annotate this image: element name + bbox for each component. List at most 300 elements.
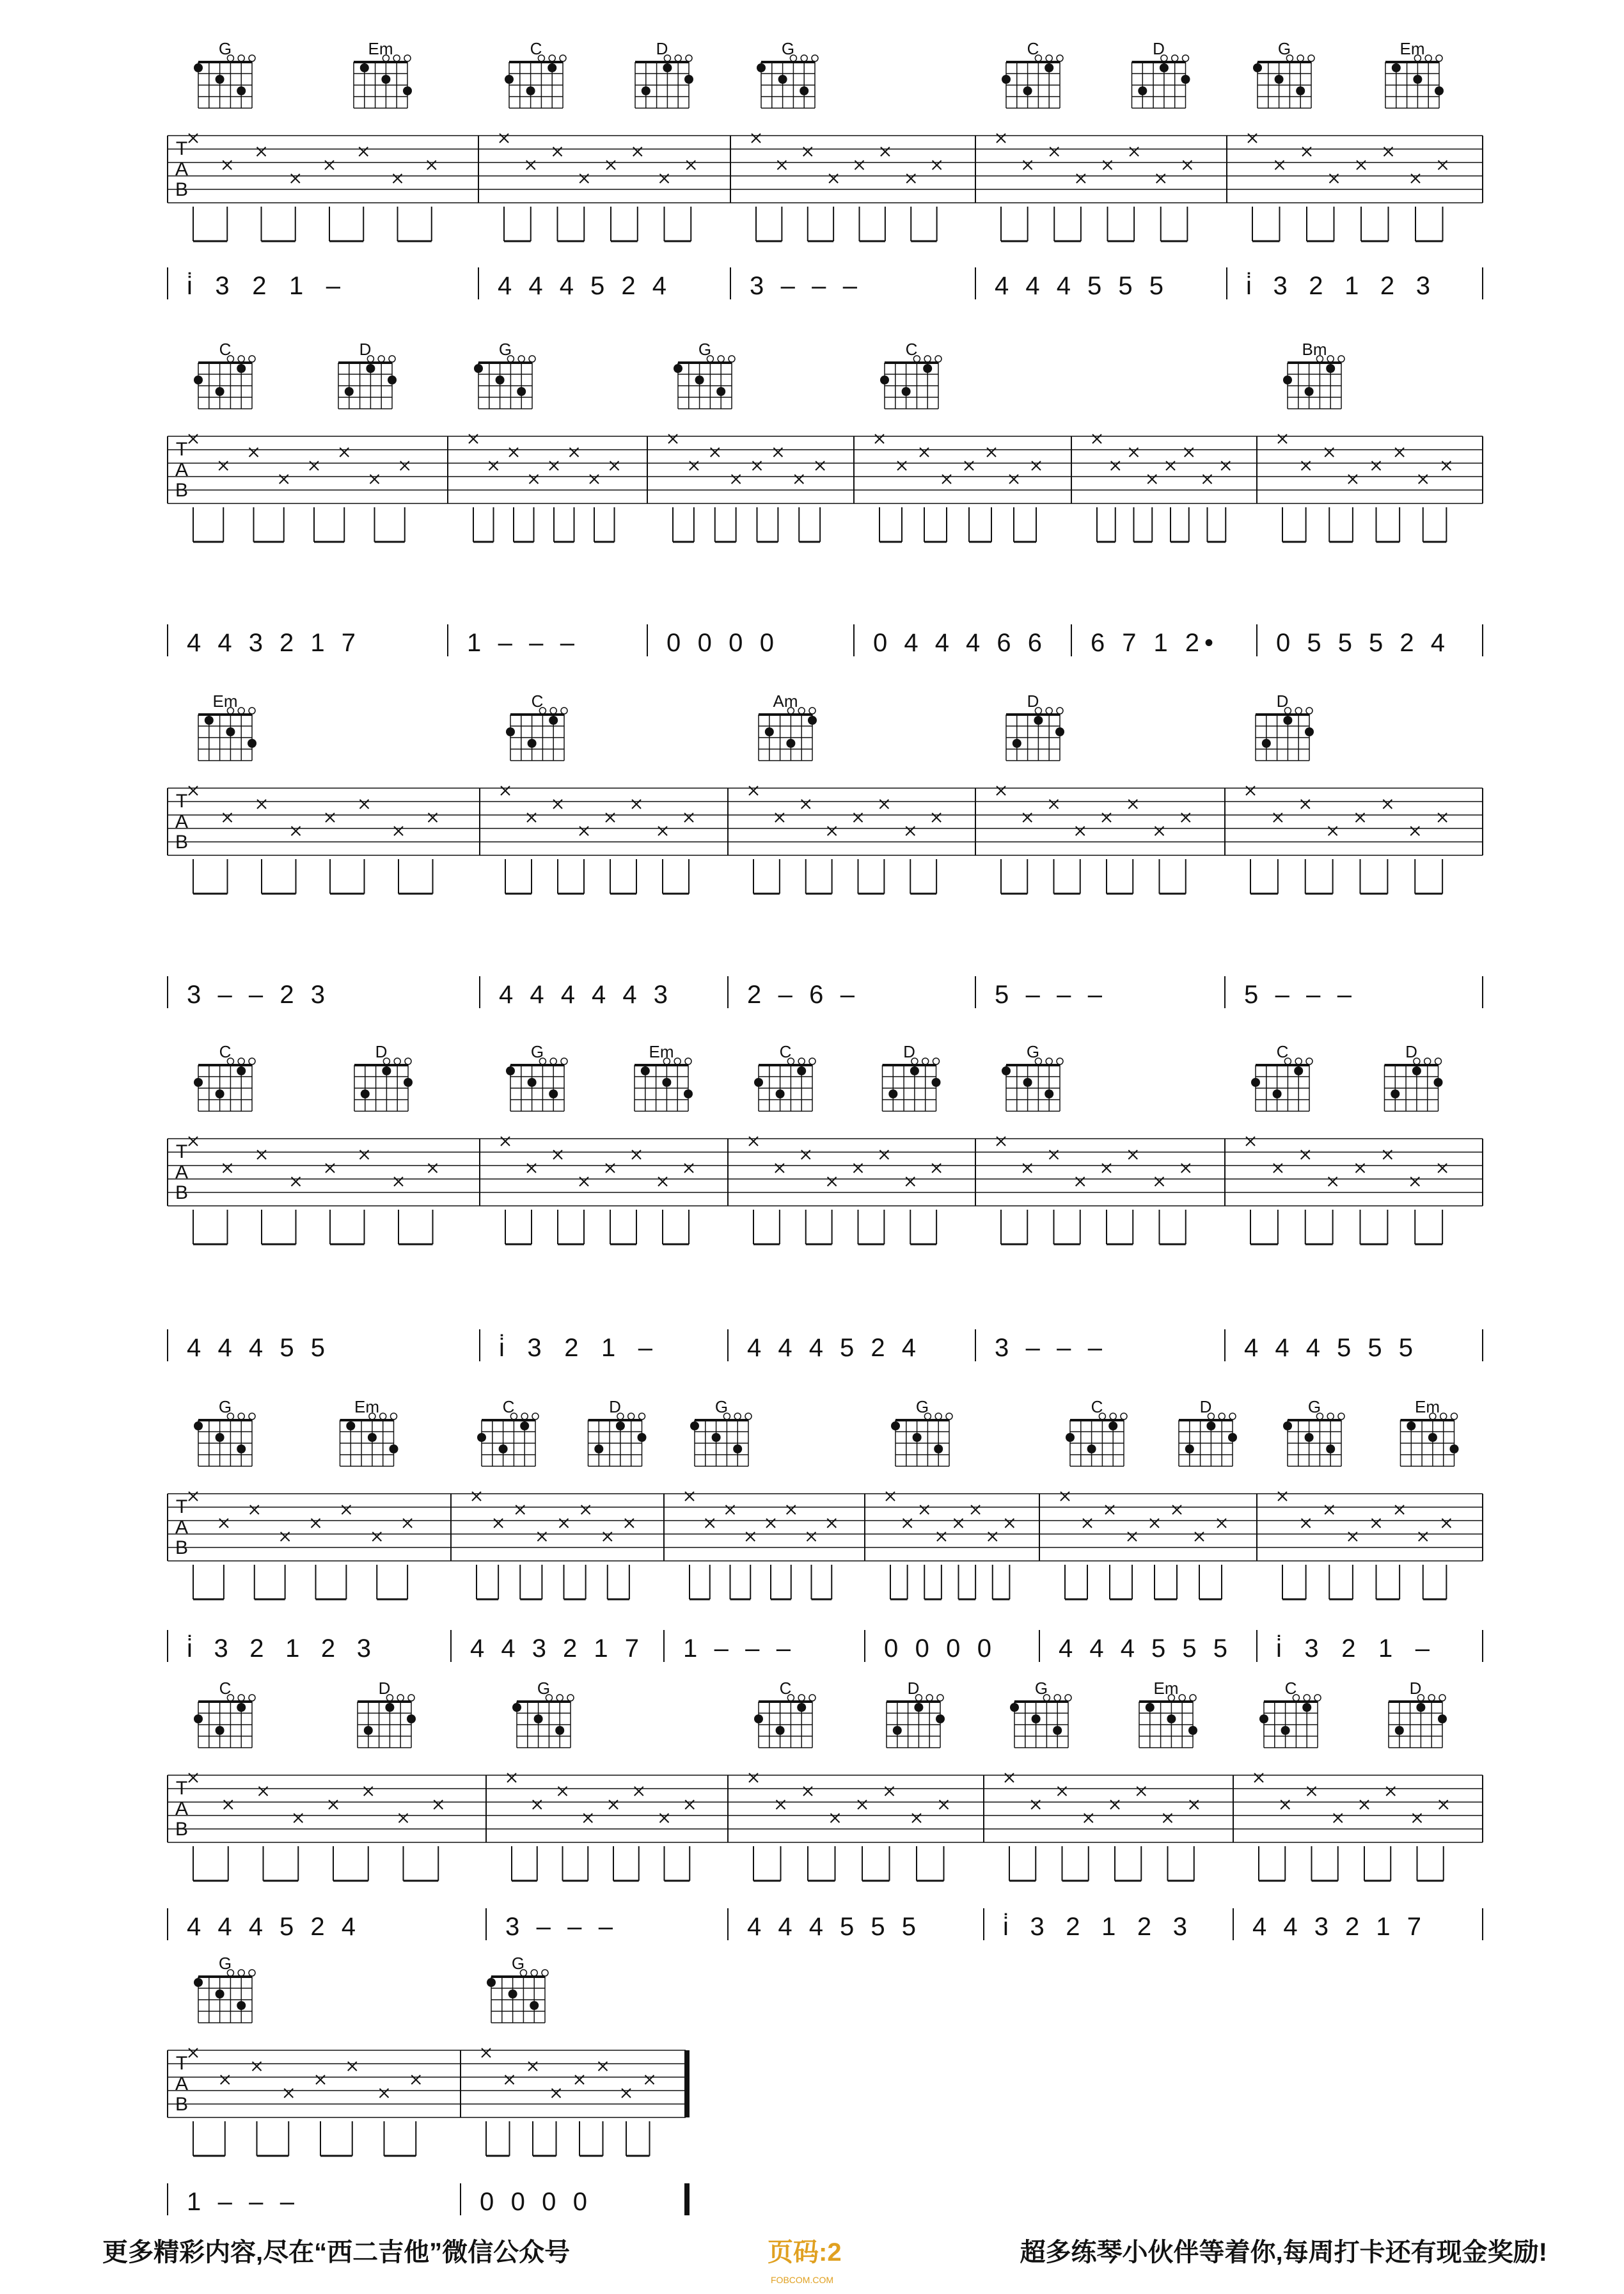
tab-note bbox=[1248, 134, 1280, 241]
chord-name: C bbox=[502, 1397, 515, 1416]
open-string-marker bbox=[1229, 1413, 1236, 1420]
tab-note bbox=[533, 1800, 542, 1809]
chord-name: G bbox=[781, 39, 795, 58]
system-7 bbox=[168, 2050, 690, 2216]
finger-dot bbox=[237, 1703, 246, 1712]
tab-note bbox=[1221, 461, 1230, 470]
tab-note bbox=[501, 786, 532, 894]
chord-diagram-c bbox=[506, 692, 567, 761]
finger-dot bbox=[1167, 1714, 1176, 1723]
tab-note bbox=[189, 134, 227, 241]
finger-dot bbox=[216, 1089, 225, 1098]
tab-note bbox=[903, 1519, 912, 1528]
finger-dot bbox=[1283, 716, 1292, 725]
open-string-marker bbox=[1314, 1695, 1321, 1701]
tab-note bbox=[920, 1505, 942, 1599]
numbered-notation: 6 7 1 2• bbox=[1091, 629, 1213, 657]
tab-letter: A bbox=[175, 1517, 189, 1538]
open-string-marker bbox=[1172, 55, 1178, 61]
tab-note bbox=[711, 448, 736, 542]
open-string-marker bbox=[521, 1413, 528, 1420]
tab-note bbox=[1395, 448, 1404, 457]
finger-dot bbox=[1206, 1421, 1215, 1430]
open-string-marker bbox=[397, 1695, 404, 1701]
chord-diagram-d bbox=[1389, 1679, 1447, 1748]
tab-note bbox=[1103, 161, 1135, 241]
finger-dot bbox=[194, 1078, 203, 1087]
tab-note bbox=[329, 1800, 368, 1881]
tab-note bbox=[434, 1800, 443, 1809]
open-string-marker bbox=[933, 1058, 940, 1064]
open-string-marker bbox=[1304, 1695, 1310, 1701]
finger-dot bbox=[1326, 1444, 1335, 1453]
finger-dot bbox=[808, 716, 817, 725]
tab-note bbox=[1076, 827, 1085, 835]
finger-dot bbox=[474, 364, 483, 373]
tab-note bbox=[879, 1150, 888, 1159]
tab-note bbox=[549, 461, 574, 542]
finger-dot bbox=[345, 387, 354, 396]
open-string-marker bbox=[1425, 55, 1431, 61]
finger-dot bbox=[778, 75, 787, 84]
finger-dot bbox=[517, 387, 526, 396]
finger-dot bbox=[712, 1433, 721, 1442]
tab-note bbox=[316, 2075, 352, 2156]
tab-note bbox=[749, 1137, 780, 1244]
finger-dot bbox=[1392, 63, 1401, 72]
tab-note bbox=[219, 1519, 228, 1528]
open-string-marker bbox=[1183, 55, 1189, 61]
numbered-notation: i̇ 3 2 1 2 3 bbox=[1246, 272, 1430, 300]
tab-note bbox=[1058, 1787, 1089, 1881]
tab-note bbox=[1083, 1519, 1092, 1528]
chord-name: C bbox=[531, 692, 544, 711]
tab-letter: A bbox=[175, 1162, 189, 1183]
tab-note bbox=[686, 161, 695, 170]
tab-note bbox=[257, 1150, 296, 1244]
chord-name: C bbox=[219, 1042, 232, 1061]
tab-note bbox=[1156, 174, 1188, 241]
finger-dot bbox=[797, 1066, 806, 1075]
finger-dot bbox=[616, 1421, 625, 1430]
tab-note bbox=[583, 1814, 592, 1823]
tab-note bbox=[599, 2062, 608, 2071]
finger-dot bbox=[880, 376, 889, 384]
tab-note bbox=[527, 813, 536, 822]
chord-name: Em bbox=[368, 39, 393, 58]
tab-note bbox=[885, 1787, 894, 1796]
tab-note bbox=[855, 161, 885, 241]
chord-diagram-em bbox=[1385, 39, 1444, 108]
chord-name: Bm bbox=[1302, 340, 1327, 359]
finger-dot bbox=[1305, 387, 1314, 396]
tab-note bbox=[581, 1505, 590, 1514]
tab-note bbox=[579, 174, 588, 183]
tab-letter: B bbox=[175, 2094, 189, 2115]
chord-name: G bbox=[218, 39, 232, 58]
tab-note bbox=[1372, 461, 1400, 542]
open-string-marker bbox=[1046, 708, 1052, 714]
tab-note bbox=[558, 1787, 588, 1881]
finger-dot bbox=[936, 1714, 945, 1723]
open-string-marker bbox=[798, 1695, 805, 1701]
finger-dot bbox=[1412, 1066, 1421, 1075]
chord-diagram-g bbox=[1253, 39, 1314, 108]
tab-note bbox=[1307, 1787, 1338, 1881]
numbered-notation: 4 4 4 5 5 5 bbox=[995, 272, 1163, 300]
finger-dot bbox=[1435, 86, 1444, 95]
finger-dot bbox=[237, 364, 246, 373]
tab-note bbox=[932, 1164, 941, 1173]
tab-note bbox=[1031, 1800, 1040, 1809]
chord-diagram-g bbox=[506, 1042, 567, 1111]
finger-dot bbox=[381, 75, 390, 84]
chord-diagram-am bbox=[759, 692, 817, 761]
finger-dot bbox=[194, 1714, 203, 1723]
open-string-marker bbox=[1121, 1413, 1127, 1420]
tab-note bbox=[988, 1532, 1010, 1599]
tab-note bbox=[997, 786, 1027, 894]
chord-name: D bbox=[609, 1397, 621, 1416]
finger-dot bbox=[1283, 1421, 1292, 1430]
tab-note bbox=[1246, 786, 1278, 894]
finger-dot bbox=[1391, 1089, 1399, 1098]
tab-note bbox=[787, 1505, 796, 1514]
finger-dot bbox=[1305, 1433, 1314, 1442]
open-string-marker bbox=[238, 708, 244, 714]
tab-note bbox=[965, 461, 991, 542]
numbered-notation: 4 4 4 5 5 5 bbox=[747, 1913, 916, 1941]
numbered-notation: 4 4 4 5 2 4 bbox=[498, 272, 666, 300]
tab-note bbox=[828, 1177, 837, 1186]
finger-dot bbox=[1010, 1703, 1019, 1712]
tab-note bbox=[1328, 827, 1337, 835]
finger-dot bbox=[1138, 86, 1147, 95]
tab-note bbox=[380, 2089, 416, 2156]
tab-note bbox=[579, 827, 588, 835]
footer-promo-left: 更多精彩内容,尽在“西二吉他”微信公众号 bbox=[102, 2238, 571, 2266]
tab-note bbox=[1110, 1800, 1141, 1881]
tab-note bbox=[1137, 1787, 1146, 1796]
open-string-marker bbox=[393, 55, 400, 61]
open-string-marker bbox=[686, 55, 692, 61]
tab-note bbox=[370, 475, 405, 542]
tab-note bbox=[886, 1492, 908, 1599]
open-string-marker bbox=[1054, 1695, 1060, 1701]
open-string-marker bbox=[1297, 55, 1304, 61]
open-string-marker bbox=[935, 1413, 942, 1420]
tab-note bbox=[1372, 1519, 1400, 1599]
open-string-marker bbox=[1295, 1058, 1302, 1064]
tab-note bbox=[505, 2075, 514, 2084]
tab-note bbox=[606, 813, 636, 894]
open-string-marker bbox=[1440, 1413, 1447, 1420]
finger-dot bbox=[765, 727, 774, 736]
tab-note bbox=[469, 434, 494, 542]
open-string-marker bbox=[238, 1413, 244, 1420]
tab-note bbox=[1009, 475, 1036, 542]
finger-dot bbox=[754, 1714, 763, 1723]
tab-note bbox=[1005, 1519, 1014, 1528]
tab-note bbox=[997, 134, 1028, 241]
chord-diagram-c bbox=[1259, 1679, 1321, 1748]
finger-dot bbox=[1281, 1726, 1290, 1735]
finger-dot bbox=[800, 86, 808, 95]
tab-note bbox=[560, 1519, 586, 1599]
finger-dot bbox=[506, 1066, 515, 1075]
open-string-marker bbox=[922, 1058, 929, 1064]
chord-name: G bbox=[218, 1397, 232, 1416]
finger-dot bbox=[404, 1078, 413, 1087]
finger-dot bbox=[477, 1433, 486, 1442]
tab-note bbox=[590, 475, 615, 542]
tab-note bbox=[1105, 1505, 1132, 1599]
chord-name: G bbox=[530, 1042, 544, 1061]
tab-note bbox=[527, 1164, 536, 1173]
finger-dot bbox=[499, 1444, 508, 1453]
finger-dot bbox=[1002, 75, 1011, 84]
tab-note bbox=[609, 1800, 639, 1881]
finger-dot bbox=[530, 2001, 539, 2010]
finger-dot bbox=[1181, 75, 1190, 84]
tab-note bbox=[372, 1532, 407, 1599]
tab-note bbox=[1356, 1164, 1388, 1244]
finger-dot bbox=[226, 727, 235, 736]
tab-note bbox=[1302, 1519, 1311, 1528]
tab-note bbox=[1439, 161, 1447, 170]
tab-note bbox=[570, 448, 579, 457]
open-string-marker bbox=[1057, 1058, 1063, 1064]
open-string-marker bbox=[809, 708, 816, 714]
tab-note bbox=[752, 134, 782, 241]
finger-dot bbox=[364, 1726, 373, 1735]
finger-dot bbox=[390, 1444, 398, 1453]
tab-note bbox=[291, 174, 300, 183]
tab-note bbox=[189, 2048, 225, 2156]
tab-note bbox=[1273, 1164, 1282, 1173]
tab-note bbox=[1419, 475, 1447, 542]
finger-dot bbox=[216, 1989, 225, 1998]
finger-dot bbox=[534, 1714, 543, 1723]
open-string-marker bbox=[937, 1695, 943, 1701]
chord-name: D bbox=[375, 1042, 388, 1061]
open-string-marker bbox=[249, 356, 255, 362]
chord-name: G bbox=[1307, 1397, 1321, 1416]
open-string-marker bbox=[809, 1058, 816, 1064]
chord-diagram-g bbox=[1283, 1397, 1344, 1466]
chord-diagram-c bbox=[754, 1042, 816, 1111]
finger-dot bbox=[1055, 727, 1064, 736]
tab-note bbox=[606, 161, 638, 241]
tab-letter: T bbox=[175, 1778, 188, 1799]
tab-note bbox=[1325, 1505, 1353, 1599]
tab-letter: B bbox=[175, 832, 189, 853]
tab-note bbox=[1383, 800, 1392, 809]
finger-dot bbox=[776, 1726, 785, 1735]
finger-dot bbox=[1253, 63, 1262, 72]
tab-note bbox=[1050, 1150, 1080, 1244]
chord-name: G bbox=[698, 340, 712, 359]
finger-dot bbox=[1407, 1421, 1415, 1430]
open-string-marker bbox=[674, 1058, 681, 1064]
tab-note bbox=[482, 2048, 510, 2156]
finger-dot bbox=[1413, 75, 1422, 84]
chord-diagram-d bbox=[354, 1042, 413, 1111]
numbered-notation: 3 – – – bbox=[995, 1334, 1102, 1362]
tab-note bbox=[1166, 461, 1189, 542]
page-number: 页码:2 bbox=[768, 2238, 842, 2266]
numbered-notation: 0 4 4 4 6 6 bbox=[873, 629, 1042, 657]
finger-dot bbox=[716, 387, 725, 396]
chord-diagram-d bbox=[1179, 1397, 1237, 1466]
tab-note bbox=[854, 813, 885, 894]
open-string-marker bbox=[685, 1058, 691, 1064]
open-string-marker bbox=[798, 708, 805, 714]
finger-dot bbox=[1428, 1433, 1437, 1442]
chord-diagram-c bbox=[505, 39, 566, 108]
finger-dot bbox=[1296, 86, 1305, 95]
open-string-marker bbox=[1179, 1695, 1185, 1701]
tab-note bbox=[912, 1814, 944, 1881]
finger-dot bbox=[1087, 1444, 1096, 1453]
chord-diagram-d bbox=[338, 340, 397, 409]
open-string-marker bbox=[1435, 1058, 1442, 1064]
tab-note bbox=[1005, 1773, 1036, 1881]
open-string-marker bbox=[926, 1695, 933, 1701]
finger-dot bbox=[662, 1078, 671, 1087]
finger-dot bbox=[549, 716, 558, 725]
open-string-marker bbox=[946, 1413, 952, 1420]
finger-dot bbox=[1032, 1714, 1041, 1723]
chord-diagram-g bbox=[474, 340, 535, 409]
tab-note bbox=[516, 1505, 542, 1599]
tab-note bbox=[854, 1164, 885, 1244]
open-string-marker bbox=[1057, 55, 1063, 61]
tab-note bbox=[1395, 1505, 1404, 1514]
numbered-notation: 0 0 0 0 bbox=[666, 629, 774, 657]
finger-dot bbox=[1273, 1089, 1282, 1098]
tab-note bbox=[1185, 448, 1194, 457]
tab-note bbox=[189, 786, 228, 894]
chord-diagram-c bbox=[1251, 1042, 1313, 1111]
tab-note bbox=[394, 1177, 433, 1244]
open-string-marker bbox=[561, 1058, 567, 1064]
tab-note bbox=[340, 448, 349, 457]
chord-diagram-d bbox=[1132, 39, 1190, 108]
chord-name: D bbox=[359, 340, 372, 359]
numbered-notation: 1 – – – bbox=[467, 629, 574, 657]
tab-note bbox=[223, 161, 232, 170]
open-string-marker bbox=[238, 1695, 244, 1701]
tab-note bbox=[831, 1814, 840, 1823]
open-string-marker bbox=[249, 1970, 255, 1976]
finger-dot bbox=[1188, 1726, 1197, 1735]
tab-note bbox=[575, 2075, 603, 2156]
finger-dot bbox=[361, 1089, 370, 1098]
finger-dot bbox=[237, 1066, 246, 1075]
tab-note bbox=[658, 827, 689, 894]
numbered-notation: 1 – – – bbox=[187, 2188, 294, 2216]
finger-dot bbox=[776, 1089, 785, 1098]
chord-name: C bbox=[530, 39, 542, 58]
finger-dot bbox=[914, 1703, 923, 1712]
tab-note bbox=[685, 1492, 710, 1599]
tab-note bbox=[489, 461, 498, 470]
chord-diagram-c bbox=[194, 340, 255, 409]
tab-note bbox=[777, 161, 786, 170]
finger-dot bbox=[913, 1433, 922, 1442]
tab-note bbox=[906, 827, 936, 894]
open-string-marker bbox=[249, 708, 255, 714]
chord-diagram-c bbox=[880, 340, 942, 409]
numbered-notation: 3 – – – bbox=[750, 272, 857, 300]
open-string-marker bbox=[238, 55, 244, 61]
finger-dot bbox=[407, 1714, 416, 1723]
tab-note bbox=[1386, 1787, 1395, 1796]
open-string-marker bbox=[1327, 356, 1334, 362]
tab-note bbox=[1439, 1800, 1448, 1809]
finger-dot bbox=[932, 1078, 941, 1087]
numbered-notation: 4 4 3 2 1 7 bbox=[187, 629, 356, 657]
chord-diagram-g bbox=[690, 1397, 752, 1466]
tab-note bbox=[1281, 1800, 1289, 1809]
finger-dot bbox=[548, 63, 556, 72]
open-string-marker bbox=[404, 55, 411, 61]
open-string-marker bbox=[1306, 1058, 1313, 1064]
tab-letter: T bbox=[175, 1141, 188, 1162]
tab-note bbox=[1050, 800, 1080, 894]
tab-note bbox=[1203, 475, 1226, 542]
open-string-marker bbox=[628, 1413, 635, 1420]
chord-name: C bbox=[905, 340, 918, 359]
finger-dot bbox=[1305, 727, 1314, 736]
chord-name: Em bbox=[1399, 39, 1425, 58]
finger-dot bbox=[1302, 1703, 1311, 1712]
tab-letter: T bbox=[175, 791, 188, 812]
open-string-marker bbox=[405, 1058, 411, 1064]
tab-note bbox=[1217, 1519, 1226, 1528]
tab-note bbox=[553, 1150, 584, 1244]
chord-diagram-g bbox=[194, 39, 255, 108]
chord-diagram-em bbox=[354, 39, 412, 108]
tab-note bbox=[1356, 813, 1388, 894]
tab-note bbox=[1023, 813, 1032, 822]
finger-dot bbox=[1108, 1421, 1117, 1430]
finger-dot bbox=[360, 63, 369, 72]
finger-dot bbox=[216, 387, 225, 396]
chord-diagram-bm bbox=[1283, 340, 1344, 409]
tab-note bbox=[1301, 800, 1333, 894]
tab-note bbox=[1334, 1814, 1343, 1823]
tab-note bbox=[632, 1150, 641, 1159]
tab-note bbox=[1060, 1492, 1087, 1599]
tab-note bbox=[1102, 1164, 1133, 1244]
tab-note bbox=[537, 1532, 546, 1541]
tab-note bbox=[879, 800, 888, 809]
tab-note bbox=[971, 1505, 980, 1514]
tab-note bbox=[326, 813, 365, 894]
finger-dot bbox=[638, 1433, 647, 1442]
open-string-marker bbox=[924, 356, 931, 362]
finger-dot bbox=[385, 1703, 394, 1712]
final-barline bbox=[684, 2050, 690, 2117]
tab-note bbox=[292, 827, 301, 835]
chord-name: Em bbox=[1153, 1679, 1179, 1698]
chord-name: C bbox=[219, 1679, 232, 1698]
tab-note bbox=[411, 2075, 420, 2084]
chord-name: D bbox=[1409, 1679, 1422, 1698]
open-string-marker bbox=[1428, 1695, 1435, 1701]
